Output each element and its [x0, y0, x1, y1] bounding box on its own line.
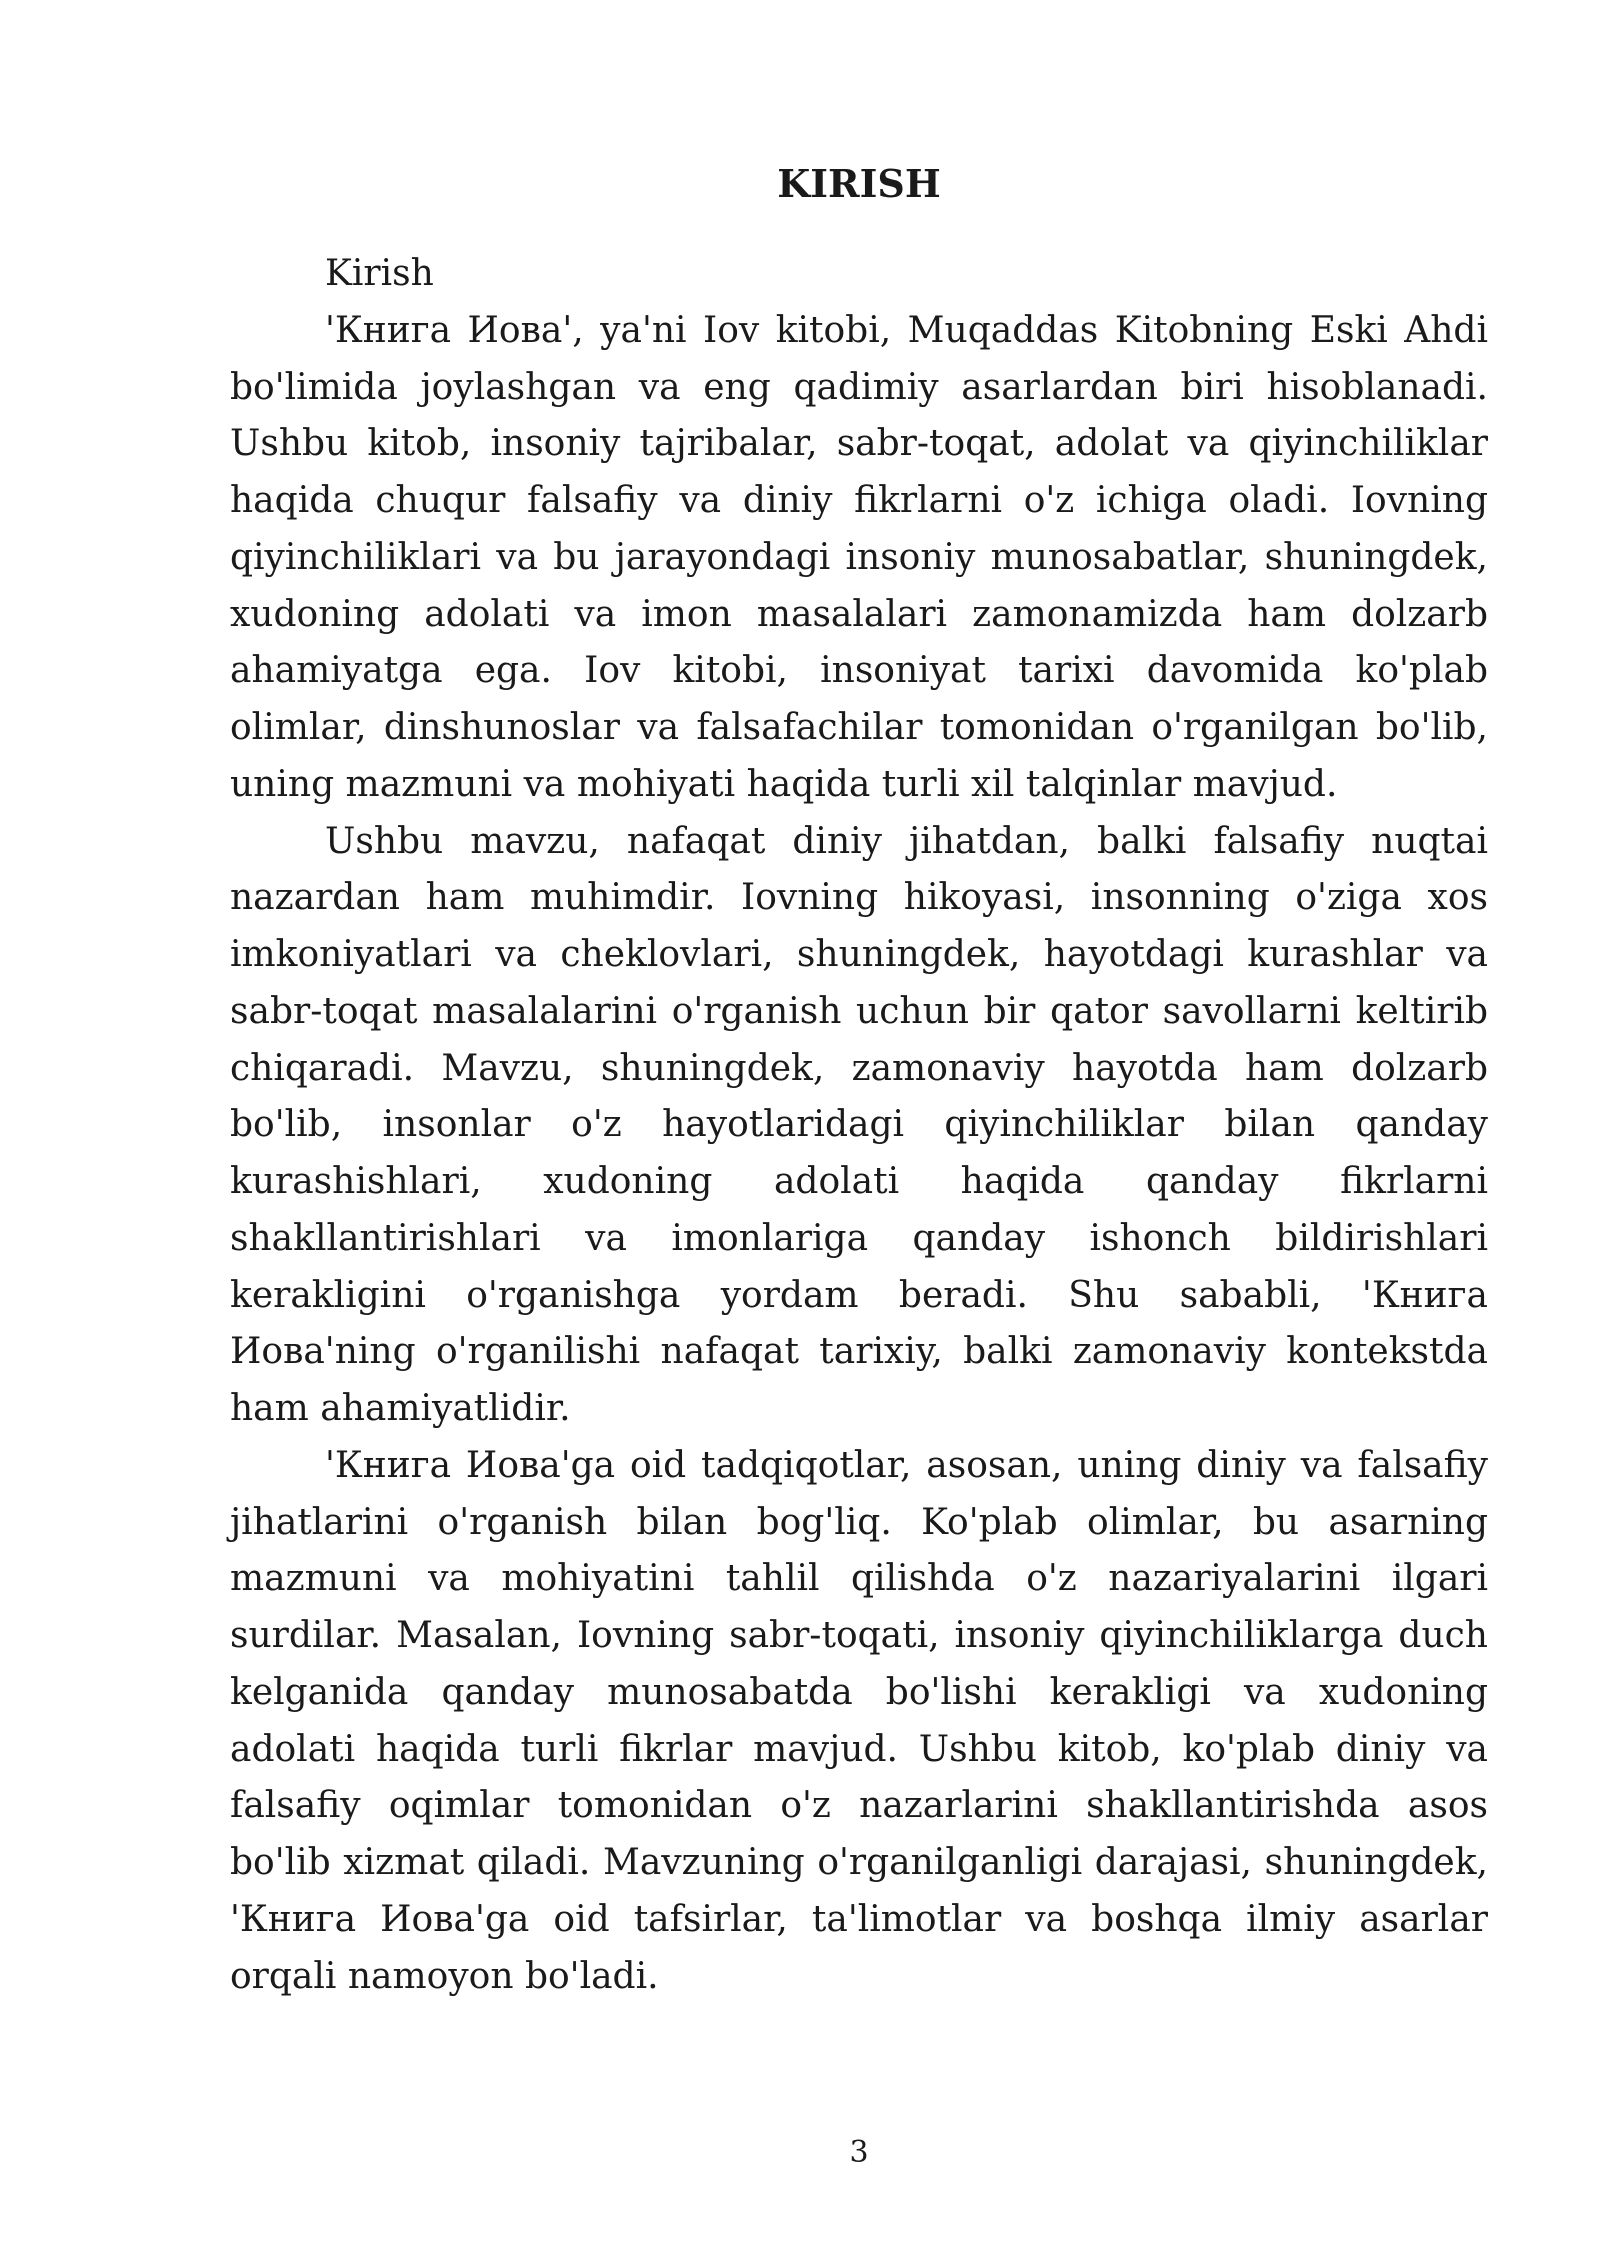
paragraph-1: 'Книга Иова', ya'ni Iov kitobi, Muqaddas Kitobning Eski Ahdi bo'limida joylashgan va eng qadimiy asarlardan biri hisoblanadi. Ushbu kitob, insoniy tajribalar, sabr-toqat, adolat va qiyinchiliklar haqida chuqur falsafiy va diniy fikrlarni o'z ichiga oladi. Iovning qiyinchiliklari va bu jarayondagi insoniy munosabatlar, shuningdek, xudoning adolati va imon masalalari zamonamizda ham dolzarb ahamiyatga ega. Iov kitobi, insoniyat tarixi davomida ko'plab olimlar, dinshunoslar va falsafachilar tomonidan o'rganilgan bo'lib, uning mazmuni va mohiyati haqida turli xil talqinlar mavjud.	[230, 309, 1488, 805]
paragraph-2: Ushbu mavzu, nafaqat diniy jihatdan, balki falsafiy nuqtai nazardan ham muhimdir. Iovning hikoyasi, insonning o'ziga xos imkoniyatlari va cheklovlari, shuningdek, hayotdagi kurashlar va sabr-toqat masalalarini o'rganish uchun bir qator savollarni keltirib chiqaradi. Mavzu, shuningdek, zamonaviy hayotda ham dolzarb bo'lib, insonlar o'z hayotlaridagi qiyinchiliklar bilan qanday kurashishlari, xudoning adolati haqida qanday fikrlarni shakllantirishlari va imonlariga qanday ishonch bildirishlari kerakligini o'rganishga yordam beradi. Shu sababli, 'Книга Иова'ning o'rganilishi nafaqat tarixiy, balki zamonaviy kontekstda ham ahamiyatlidir.	[230, 820, 1488, 1429]
page-title: KIRISH	[777, 161, 941, 206]
page-number: 3	[849, 2135, 869, 2170]
document-page	[230, 0, 1488, 2262]
document-body	[230, 246, 1488, 2005]
paragraph-3: 'Книга Иова'ga oid tadqiqotlar, asosan, uning diniy va falsafiy jihatlarini o'rganish bilan bog'liq. Ko'plab olimlar, bu asarning mazmuni va mohiyatini tahlil qilishda o'z nazariyalarini ilgari surdilar. Masalan, Iovning sabr-toqati, insoniy qiyinchiliklarga duch kelganida qanday munosabatda bo'lishi kerakligi va xudoning adolati haqida turli fikrlar mavjud. Ushbu kitob, ko'plab diniy va falsafiy oqimlar tomonidan o'z nazarlarini shakllantirishda asos bo'lib xizmat qiladi. Mavzuning o'rganilganligi darajasi, shuningdek, 'Книга Иова'ga oid tafsirlar, ta'limotlar va boshqa ilmiy asarlar orqali namoyon bo'ladi.	[230, 1444, 1488, 1997]
section-subtitle: Kirish	[325, 253, 434, 294]
